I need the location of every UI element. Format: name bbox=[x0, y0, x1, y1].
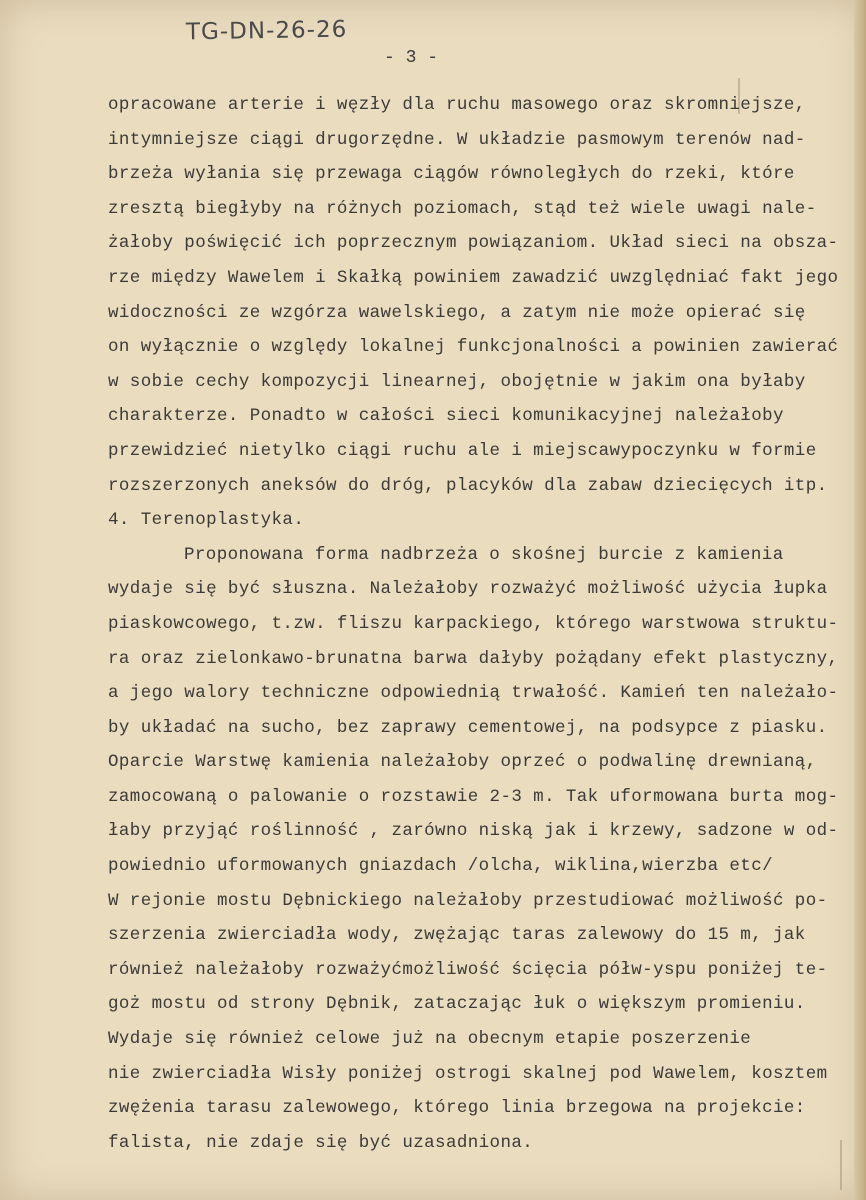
page-number: - 3 - bbox=[384, 48, 439, 68]
text-line: wydaje się być słuszna. Należałoby rozważyć możliwość użycia łupka bbox=[108, 579, 828, 600]
typed-body-text bbox=[108, 88, 848, 1160]
text-line: rze między Wawelem i Skałką powiniem zawadzić uwzględniać fakt jego bbox=[108, 267, 839, 288]
text-line: rozszerzonych aneksów do dróg, placyków dla zabaw dziecięcych itp. bbox=[108, 475, 828, 496]
text-line: zresztą biegłyby na różnych poziomach, stąd też wiele uwagi nale- bbox=[108, 198, 817, 219]
text-line: ra oraz zielonkawo-brunatna barwa dałyby pożądany efekt plastyczny, bbox=[108, 648, 839, 669]
text-line: szerzenia zwierciadła wody, zwężając taras zalewowy do 15 m, jak bbox=[108, 925, 806, 946]
text-line: opracowane arterie i węzły dla ruchu masowego oraz skromniejsze, bbox=[108, 95, 806, 115]
text-line: W rejonie mostu Dębnickiego należałoby przestudiować możliwość po- bbox=[108, 890, 828, 911]
text-line: on wyłącznie o względy lokalnej funkcjonalności a powinien zawierać bbox=[108, 337, 839, 358]
text-line: w sobie cechy kompozycji linearnej, obojętnie w jakim ona byłaby bbox=[108, 371, 806, 392]
text-line: Proponowana forma nadbrzeża o skośnej burcie z kamienia bbox=[184, 544, 784, 565]
text-line: brzeża wyłania się przewaga ciągów równoległych do rzeki, które bbox=[108, 164, 795, 185]
text-line: Wydaje się również celowe już na obecnym etapie poszerzenie bbox=[108, 1029, 752, 1050]
text-line: goż mostu od strony Dębnik, zataczając łuk o większym promieniu. bbox=[108, 994, 806, 1015]
text-line: zamocowaną o palowanie o rozstawie 2-3 m. Tak uformowana burta mog- bbox=[108, 786, 839, 807]
text-line: również należałoby rozważyćmożliwość ścięcia półw-yspu poniżej te- bbox=[108, 959, 828, 980]
text-line: piaskowcowego, t.zw. fliszu karpackiego, którego warstwowa struktu- bbox=[108, 613, 839, 634]
text-line: intymniejsze ciągi drugorzędne. W układzie pasmowym terenów nad- bbox=[108, 129, 806, 150]
text-line: powiednio uformowanych gniazdach /olcha, wiklina,wierzba etc/ bbox=[108, 856, 774, 877]
text-line: by układać na sucho, bez zaprawy cementowej, na podsypce z piasku. bbox=[108, 717, 828, 738]
text-line: Oparcie Warstwę kamienia należałoby oprzeć o podwalinę drewnianą, bbox=[108, 752, 817, 773]
text-line: falista, nie zdaje się być uzasadniona. bbox=[108, 1132, 534, 1153]
text-line: zwężenia tarasu zalewowego, którego linia brzegowa na projekcie: bbox=[108, 1098, 806, 1119]
section-heading: 4. Terenoplastyka. bbox=[108, 510, 305, 531]
text-line: a jego walory techniczne odpowiednią trwałość. Kamień ten należało- bbox=[108, 683, 839, 704]
text-line: przewidzieć nietylko ciągi ruchu ale i miejscawypoczynku w formie bbox=[108, 440, 817, 461]
text-line: nie zwierciadła Wisły poniżej ostrogi skalnej pod Wawelem, kosztem bbox=[108, 1063, 828, 1084]
reference-number: TG-DN-26-26 bbox=[185, 16, 348, 46]
text-line: łaby przyjąć roślinność , zarówno niską jak i krzewy, sadzone w od- bbox=[108, 821, 839, 842]
page-edge bbox=[854, 0, 866, 1200]
text-line: charakterze. Ponadto w całości sieci komunikacyjnej należałoby bbox=[108, 406, 784, 427]
text-line: żałoby poświęcić ich poprzecznym powiązaniom. Układ sieci na obsza- bbox=[108, 233, 839, 254]
text-line: widoczności ze wzgórza wawelskiego, a zatym nie może opierać się bbox=[108, 302, 806, 323]
